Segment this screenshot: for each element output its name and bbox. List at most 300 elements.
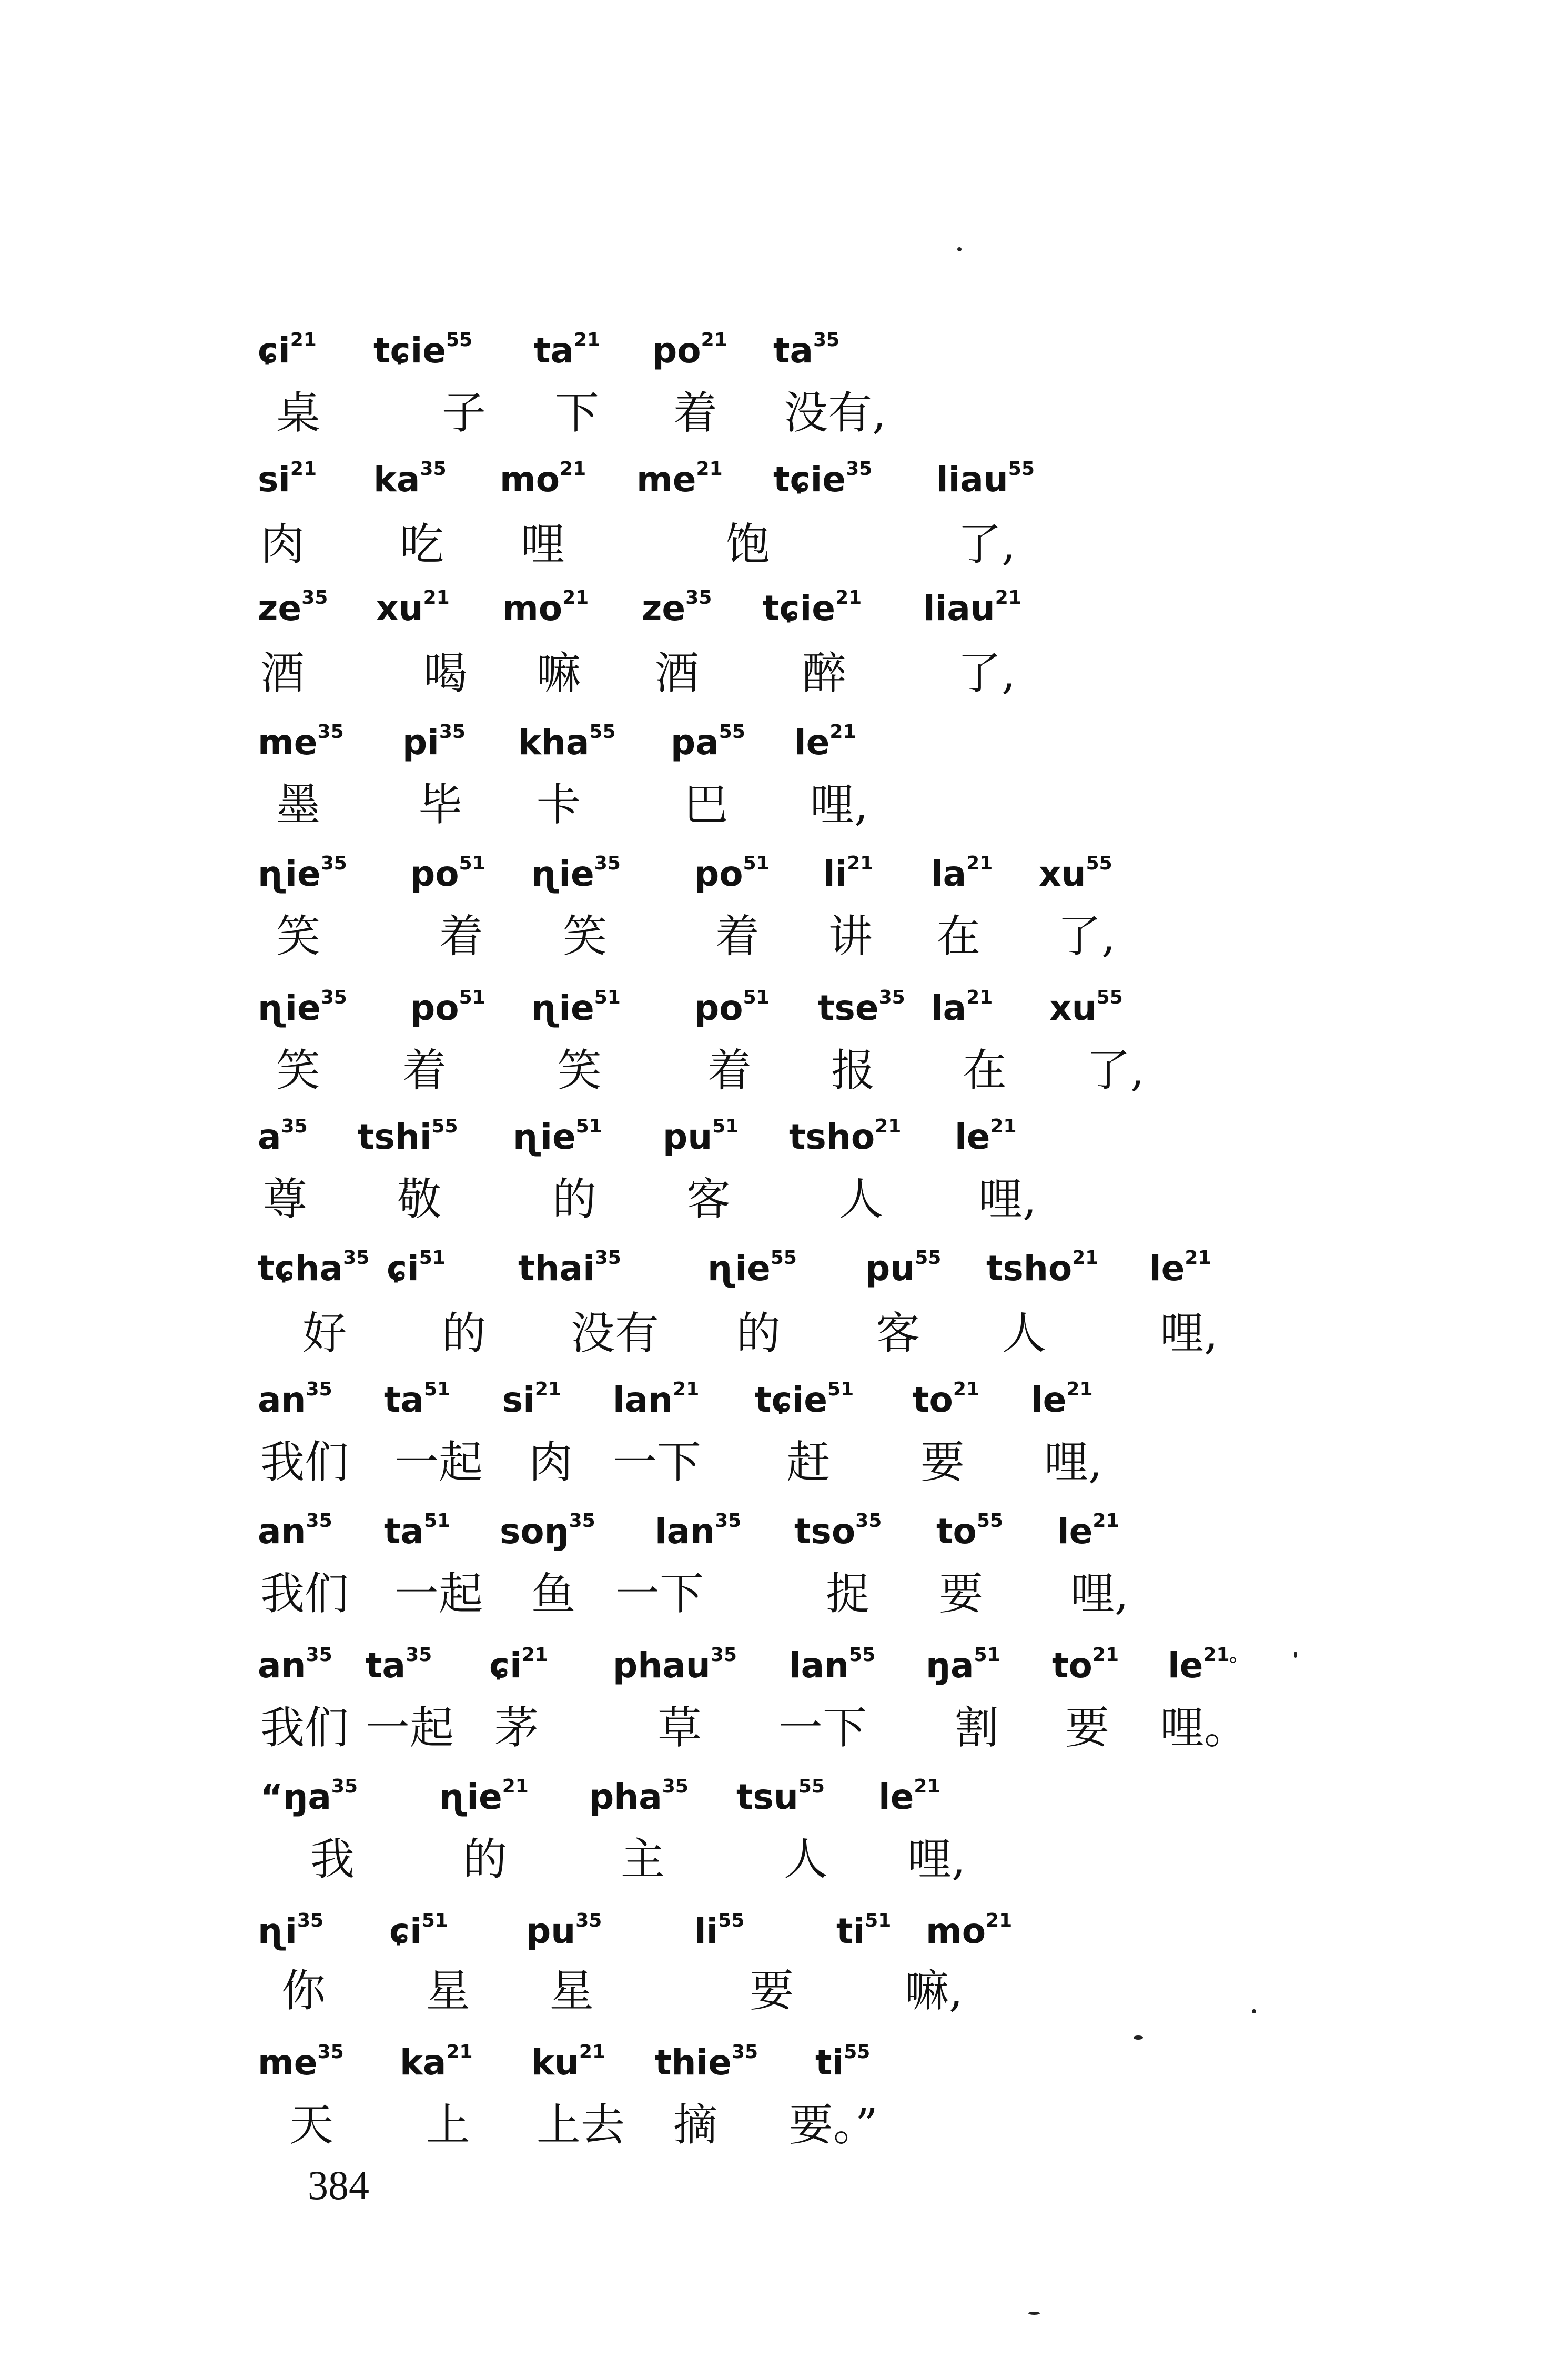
ipa-syllable — [518, 713, 616, 766]
chinese-gloss-line — [0, 1694, 1568, 1762]
ipa-syllable — [818, 978, 905, 1032]
ipa-syllable — [789, 1107, 901, 1161]
gloss-word: 我们 — [260, 1436, 349, 1488]
tone-number: 55 — [849, 1644, 876, 1666]
gloss-word: 草 — [657, 1702, 702, 1754]
ipa-syllable — [258, 1107, 308, 1161]
ipa-syllable — [384, 1370, 450, 1424]
tone-number: 51 — [424, 1510, 451, 1532]
ipa-transcription-line — [0, 1625, 1568, 1694]
ipa-syllable — [789, 1636, 875, 1689]
tone-number: 21 — [521, 1644, 548, 1666]
gloss-word: 喝 — [423, 647, 468, 699]
ipa-syllable — [1149, 1239, 1211, 1292]
gloss-word: 笑 — [558, 1045, 602, 1096]
tone-number: 35 — [715, 1510, 742, 1532]
gloss-word: 卡 — [537, 779, 581, 830]
ipa-syllable — [694, 978, 770, 1032]
syllable-text: lan — [655, 1511, 715, 1552]
ipa-syllable — [260, 1767, 358, 1821]
tone-number: 21 — [995, 587, 1021, 609]
gloss-word: 要。” — [789, 2099, 878, 2151]
ipa-syllable — [258, 1370, 332, 1424]
tone-number: 51 — [575, 1116, 602, 1137]
tone-number: 55 — [915, 1247, 942, 1269]
syllable-text: mo — [502, 588, 563, 629]
gloss-word: 着 — [715, 910, 760, 962]
tone-number: 55 — [770, 1247, 797, 1269]
tone-number: 55 — [1086, 853, 1112, 874]
ipa-transcription-line — [0, 834, 1568, 902]
ipa-syllable — [258, 978, 347, 1032]
tone-number: 51 — [827, 1379, 854, 1400]
paper-speck — [1294, 1652, 1297, 1658]
chinese-gloss-line — [0, 1428, 1568, 1496]
ipa-syllable — [258, 1901, 323, 1955]
tone-number: 55 — [589, 721, 616, 743]
ipa-syllable — [694, 1901, 744, 1955]
tone-number: 35 — [306, 1510, 332, 1532]
syllable-text: tsho — [986, 1248, 1073, 1289]
syllable-text: ta — [384, 1511, 424, 1552]
paper-speck — [1028, 2312, 1040, 2315]
ipa-syllable — [387, 1239, 446, 1292]
syllable-text: ta — [773, 330, 814, 371]
ipa-syllable — [931, 978, 993, 1032]
ipa-syllable — [258, 713, 344, 766]
gloss-word: 的 — [463, 1834, 508, 1885]
tone-number: 35 — [813, 329, 840, 351]
ipa-syllable — [936, 450, 1035, 503]
ipa-syllable — [671, 713, 745, 766]
tone-number: 35 — [420, 458, 447, 480]
tone-number: 35 — [320, 987, 347, 1008]
syllable-text: ɳie — [258, 854, 321, 894]
gloss-word: 饱 — [726, 519, 771, 570]
gloss-word: 星 — [550, 1965, 594, 2017]
tone-number: 35 — [406, 1644, 432, 1666]
gloss-word: 人 — [1002, 1308, 1047, 1359]
syllable-text: “ŋa — [260, 1777, 331, 1817]
chinese-gloss-line — [0, 639, 1568, 707]
gloss-word: 客 — [686, 1173, 731, 1225]
syllable-text: an — [258, 1645, 306, 1686]
ipa-syllable — [502, 579, 589, 632]
ipa-syllable — [500, 1502, 595, 1555]
syllable-text: thai — [518, 1248, 595, 1289]
ipa-syllable — [736, 1767, 825, 1821]
syllable-text: ɕi — [387, 1248, 419, 1289]
tone-number: 55 — [844, 2041, 871, 2063]
ipa-syllable — [258, 844, 347, 898]
ipa-syllable — [694, 844, 770, 898]
ipa-transcription-line — [0, 968, 1568, 1036]
ipa-syllable — [794, 713, 856, 766]
gloss-word: 我 — [310, 1834, 355, 1885]
chinese-gloss-line — [0, 379, 1568, 447]
syllable-text: tɕha — [258, 1248, 343, 1289]
gloss-word: 要 — [750, 1965, 794, 2017]
gloss-word: 没有, — [784, 387, 886, 439]
tone-number: 21 — [1072, 1247, 1099, 1269]
syllable-text: to — [913, 1380, 953, 1420]
syllable-text: to — [1052, 1645, 1092, 1686]
syllable-text: mo — [500, 459, 560, 500]
syllable-text: ɳi — [258, 1911, 297, 1951]
ipa-syllable — [526, 1901, 602, 1955]
gloss-word: 醉 — [802, 647, 847, 699]
syllable-text: me — [258, 2042, 318, 2083]
ipa-syllable — [642, 579, 712, 632]
ipa-syllable — [763, 579, 862, 632]
gloss-word: 巴 — [684, 779, 729, 830]
ipa-syllable — [1052, 1636, 1119, 1689]
tone-number: 51 — [743, 853, 770, 874]
gloss-word: 的 — [442, 1308, 487, 1359]
tone-number: 51 — [712, 1116, 739, 1137]
gloss-word: 哩, — [907, 1834, 966, 1885]
syllable-text: ɳie — [513, 1117, 576, 1157]
syllable-text: po — [410, 854, 459, 894]
syllable-text: mo — [926, 1911, 986, 1951]
gloss-word: 要 — [920, 1436, 965, 1488]
tone-number: 21 — [914, 1776, 940, 1797]
paper-speck — [957, 247, 962, 251]
syllable-text: le — [1031, 1380, 1067, 1420]
gloss-word: 讲 — [828, 910, 873, 962]
syllable-text: si — [258, 459, 290, 500]
tone-number: 35 — [281, 1116, 308, 1137]
syllable-text: phau — [613, 1645, 711, 1686]
tone-number: 21 — [875, 1116, 902, 1137]
tone-number: 21 — [847, 853, 874, 874]
ipa-syllable — [878, 1767, 940, 1821]
ipa-syllable — [931, 844, 993, 898]
syllable-text: po — [652, 330, 701, 371]
gloss-word: 哩。 — [1160, 1702, 1249, 1754]
syllable-text: ze — [642, 588, 686, 629]
ipa-transcription-line — [0, 702, 1568, 771]
page-number: 384 — [308, 2162, 369, 2208]
ipa-syllable — [1049, 978, 1123, 1032]
syllable-text: le — [878, 1777, 914, 1817]
tone-number: 35 — [569, 1510, 595, 1532]
ipa-syllable — [258, 579, 328, 632]
ipa-syllable — [376, 579, 450, 632]
chinese-gloss-line — [0, 771, 1568, 839]
ipa-transcription-line — [0, 1757, 1568, 1825]
gloss-word: 鱼 — [531, 1568, 576, 1619]
tone-number: 51 — [865, 1910, 892, 1931]
gloss-word: 摘 — [673, 2099, 718, 2151]
gloss-word: 了, — [1057, 910, 1116, 962]
syllable-text: soŋ — [500, 1511, 569, 1552]
ipa-transcription-line — [0, 1491, 1568, 1559]
syllable-text: ɳie — [531, 988, 594, 1028]
tone-number: 35 — [594, 853, 621, 874]
tone-number: 35 — [301, 587, 328, 609]
gloss-word: 一起 — [366, 1702, 454, 1754]
gloss-word: 着 — [439, 910, 484, 962]
ipa-transcription-line — [0, 568, 1568, 636]
ipa-syllable — [358, 1107, 458, 1161]
tone-number: 35 — [306, 1644, 332, 1666]
gloss-word: 一起 — [394, 1568, 483, 1619]
gloss-word: 笑 — [276, 1045, 321, 1096]
ipa-syllable — [373, 450, 447, 503]
tone-number: 35 — [710, 1644, 737, 1666]
chinese-gloss-line — [0, 1165, 1568, 1233]
tone-number: 55 — [1096, 987, 1123, 1008]
ipa-syllable — [258, 450, 317, 503]
tone-number: 21 — [579, 2041, 605, 2063]
ipa-syllable — [613, 1370, 699, 1424]
gloss-word: 我们 — [260, 1568, 349, 1619]
syllable-text: tse — [818, 988, 879, 1028]
gloss-word: 上 — [426, 2099, 471, 2151]
syllable-text: le — [1168, 1645, 1203, 1686]
syllable-text: xu — [1049, 988, 1097, 1028]
ipa-syllable — [384, 1502, 450, 1555]
gloss-word: 在 — [963, 1045, 1007, 1096]
ipa-syllable — [936, 1502, 1003, 1555]
ipa-syllable — [258, 1239, 369, 1292]
gloss-word: 一下 — [778, 1702, 867, 1754]
ipa-transcription-line — [0, 310, 1568, 379]
tone-number: 35 — [731, 2041, 758, 2063]
paper-speck — [1134, 2035, 1143, 2040]
tone-number: 55 — [719, 721, 745, 743]
syllable-text: le — [955, 1117, 990, 1157]
ipa-syllable — [258, 1502, 332, 1555]
syllable-text: an — [258, 1380, 306, 1420]
gloss-word: 了, — [1086, 1045, 1145, 1096]
tone-number: 21 — [966, 987, 993, 1008]
tone-number: 21 — [986, 1910, 1013, 1931]
gloss-word: 肉 — [260, 519, 305, 570]
tone-number: 35 — [317, 2041, 344, 2063]
gloss-word: 肉 — [529, 1436, 573, 1488]
gloss-word: 一下 — [615, 1568, 704, 1619]
ipa-syllable — [400, 2033, 473, 2087]
gloss-word: 笑 — [563, 910, 608, 962]
tone-number: 35 — [306, 1379, 332, 1400]
tone-number: 35 — [331, 1776, 358, 1797]
gloss-word: 星 — [426, 1965, 471, 2017]
ipa-transcription-line — [0, 1360, 1568, 1428]
ipa-syllable — [489, 1636, 548, 1689]
ipa-syllable — [534, 321, 600, 374]
tone-number: 51 — [459, 853, 485, 874]
syllable-text: a — [258, 1117, 281, 1157]
ipa-syllable — [926, 1901, 1012, 1955]
chinese-gloss-line — [0, 1825, 1568, 1893]
syllable-text: tɕie — [763, 588, 836, 629]
syllable-text: le — [1057, 1511, 1093, 1552]
syllable-text: ɳie — [531, 854, 594, 894]
gloss-word: 墨 — [276, 779, 321, 830]
syllable-text: me — [636, 459, 696, 500]
syllable-text: tɕie — [373, 330, 447, 371]
syllable-text: kha — [518, 722, 590, 763]
tone-number: 51 — [421, 1910, 448, 1931]
tone-number: 35 — [594, 1247, 621, 1269]
gloss-word: 客 — [876, 1308, 920, 1359]
gloss-word: 敬 — [397, 1173, 442, 1225]
ipa-syllable — [366, 1636, 432, 1689]
gloss-word: 着 — [402, 1045, 447, 1096]
tone-number: 21 — [701, 329, 727, 351]
tone-number: 21 — [290, 458, 317, 480]
gloss-word: 一下 — [613, 1436, 702, 1488]
syllable-text: xu — [1039, 854, 1086, 894]
syllable-text: po — [694, 988, 743, 1028]
ipa-transcription-line — [0, 1097, 1568, 1165]
gloss-word: 一起 — [394, 1436, 483, 1488]
ipa-syllable — [955, 1107, 1017, 1161]
ipa-syllable — [836, 1901, 891, 1955]
syllable-text: le — [1149, 1248, 1185, 1289]
gloss-word: 哩, — [810, 779, 868, 830]
paper-speck — [1252, 2009, 1256, 2013]
tone-number: 21 — [290, 329, 317, 351]
ipa-syllable — [500, 450, 586, 503]
syllable-text: ta — [384, 1380, 424, 1420]
tone-number: 55 — [798, 1776, 825, 1797]
tone-number: 35 — [662, 1776, 689, 1797]
gloss-word: 没有 — [571, 1308, 660, 1359]
gloss-word: 了, — [957, 519, 1016, 570]
syllable-text: tshi — [358, 1117, 432, 1157]
tone-number: 21 — [1185, 1247, 1211, 1269]
syllable-text: tsu — [736, 1777, 798, 1817]
syllable-text: ze — [258, 588, 302, 629]
ipa-syllable — [502, 1370, 561, 1424]
tone-number: 21 — [1092, 1644, 1119, 1666]
gloss-word: 着 — [673, 387, 718, 439]
syllable-text: pu — [663, 1117, 713, 1157]
syllable-text: pi — [402, 722, 439, 763]
syllable-text: lan — [613, 1380, 673, 1420]
ipa-syllable — [815, 2033, 870, 2087]
tone-number: 35 — [317, 721, 344, 743]
tone-number: 35 — [685, 587, 712, 609]
syllable-text: me — [258, 722, 318, 763]
ipa-transcription-line — [0, 2022, 1568, 2091]
syllable-text: ŋa — [926, 1645, 974, 1686]
ipa-syllable — [655, 1502, 741, 1555]
syllable-text: an — [258, 1511, 306, 1552]
ipa-syllable — [1057, 1502, 1119, 1555]
ipa-transcription-line — [0, 1228, 1568, 1297]
ipa-syllable — [410, 844, 485, 898]
syllable-text: si — [502, 1380, 535, 1420]
syllable-text: ɳie — [707, 1248, 771, 1289]
gloss-word: 主 — [621, 1834, 665, 1885]
syllable-text: la — [931, 854, 967, 894]
syllable-text: thie — [655, 2042, 732, 2083]
ipa-syllable — [402, 713, 466, 766]
gloss-word: 好 — [302, 1308, 347, 1359]
tone-number: 21 — [446, 2041, 473, 2063]
ipa-syllable — [986, 1239, 1098, 1292]
tone-number: 21 — [835, 587, 862, 609]
ipa-syllable — [513, 1107, 602, 1161]
tone-number: 21 — [1066, 1379, 1093, 1400]
tone-number: 21 — [574, 329, 601, 351]
tone-number: 21 — [696, 458, 723, 480]
ipa-syllable — [773, 321, 839, 374]
ipa-syllable — [389, 1901, 448, 1955]
tone-number: 35 — [855, 1510, 882, 1532]
tone-number: 21 — [953, 1379, 980, 1400]
tone-number: 55 — [431, 1116, 458, 1137]
tone-number: 21 — [560, 458, 586, 480]
ipa-syllable — [1039, 844, 1112, 898]
ipa-syllable — [410, 978, 485, 1032]
tone-number: 21 — [673, 1379, 700, 1400]
tone-number: 35 — [846, 458, 873, 480]
syllable-text: pha — [589, 1777, 662, 1817]
gloss-word: 笑 — [276, 910, 321, 962]
gloss-word: 嘛, — [905, 1965, 963, 2017]
gloss-word: 吃 — [400, 519, 444, 570]
gloss-word: 的 — [736, 1308, 781, 1359]
gloss-word: 的 — [552, 1173, 597, 1225]
syllable-text: to — [936, 1511, 977, 1552]
tone-number: 55 — [976, 1510, 1004, 1532]
syllable-text: ɕi — [489, 1645, 522, 1686]
ipa-syllable — [823, 844, 873, 898]
gloss-word: 茅 — [494, 1702, 539, 1754]
syllable-text: po — [410, 988, 459, 1028]
syllable-text: pu — [526, 1911, 576, 1951]
gloss-word: 哩, — [1044, 1436, 1102, 1488]
tone-number: 55 — [718, 1910, 745, 1931]
syllable-text: tɕie — [773, 459, 846, 500]
chinese-gloss-line — [0, 2091, 1568, 2159]
ipa-syllable — [663, 1107, 739, 1161]
ipa-syllable — [518, 1239, 621, 1292]
syllable-text: li — [823, 854, 847, 894]
ipa-syllable — [755, 1370, 854, 1424]
ipa-syllable — [865, 1239, 941, 1292]
tone-number: 35 — [343, 1247, 370, 1269]
tone-number: 21 — [562, 587, 589, 609]
tone-number: 21 — [502, 1776, 529, 1797]
gloss-word: 下 — [555, 387, 600, 439]
tone-number: 21 — [829, 721, 856, 743]
syllable-text: ka — [373, 459, 420, 500]
tone-number: 51 — [424, 1379, 451, 1400]
tone-number: 21。 — [1203, 1644, 1249, 1666]
gloss-word: 你 — [281, 1965, 326, 2017]
tone-number: 35 — [439, 721, 466, 743]
tone-number: 21 — [534, 1379, 562, 1400]
syllable-text: ti — [815, 2042, 844, 2083]
tone-number: 35 — [297, 1910, 324, 1931]
syllable-text: li — [694, 1911, 719, 1951]
tone-number: 55 — [446, 329, 473, 351]
gloss-word: 哩 — [521, 519, 565, 570]
gloss-word: 子 — [442, 387, 487, 439]
chinese-gloss-line — [0, 1036, 1568, 1105]
syllable-text: pa — [671, 722, 719, 763]
gloss-word: 桌 — [276, 387, 321, 439]
ipa-syllable — [613, 1636, 737, 1689]
syllable-text: ɕi — [258, 330, 290, 371]
gloss-word: 了, — [957, 647, 1016, 699]
